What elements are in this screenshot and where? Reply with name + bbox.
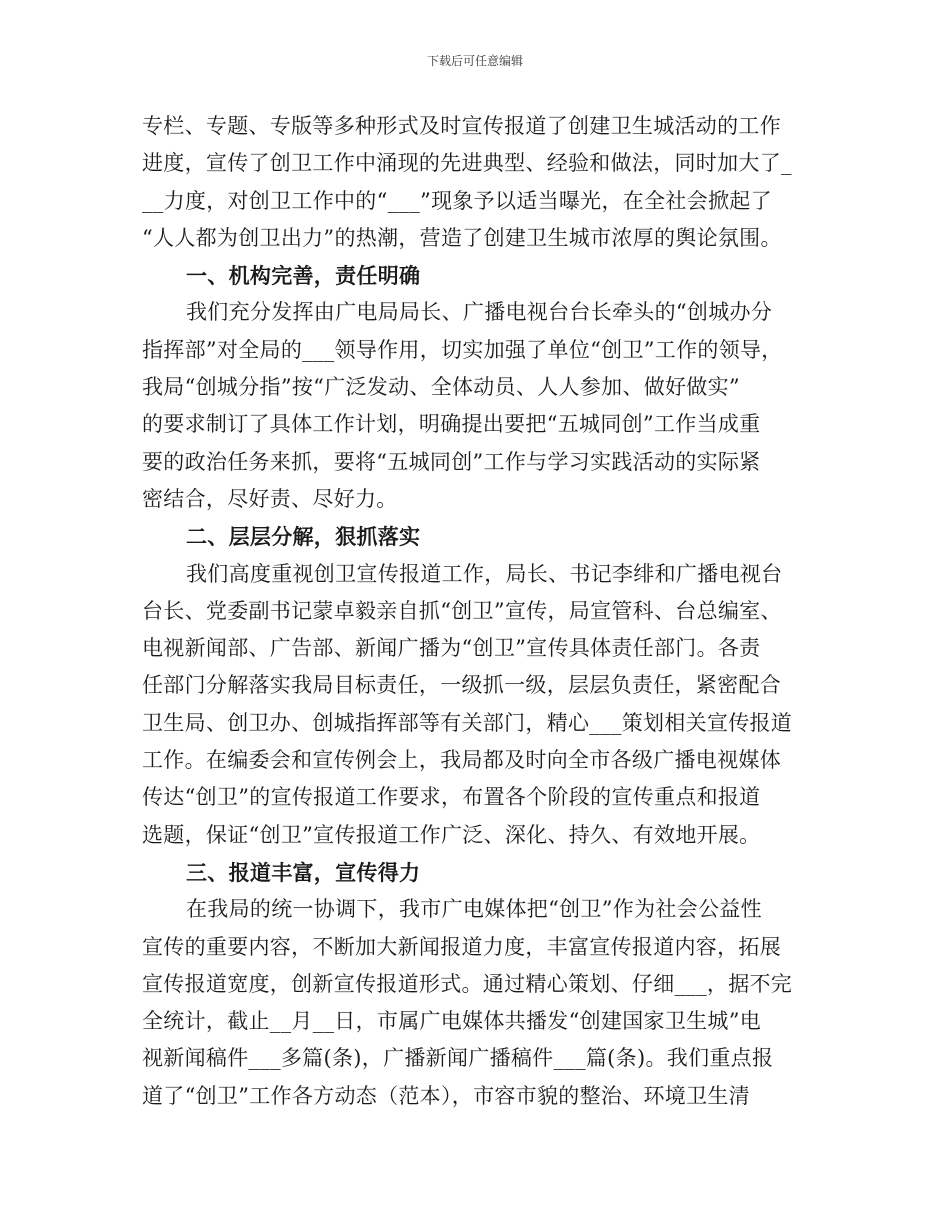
paragraph-line: 要的政治任务来抓，要将“五城同创”工作与学习实践活动的实际紧 [142, 449, 761, 474]
section-heading: 一、机构完善，责任明确 [186, 263, 421, 289]
section-heading: 三、报道丰富，宣传得力 [186, 859, 421, 885]
paragraph-line: 宣传报道宽度，创新宣传报道形式。通过精心策划、仔细___，据不完 [142, 971, 793, 996]
paragraph-line: 视新闻稿件___多篇(条)，广播新闻广播稿件___篇(条)。我们重点报 [142, 1046, 774, 1071]
paragraph-line: 进度，宣传了创卫工作中涌现的先进典型、经验和做法，同时加大了_ [142, 151, 792, 176]
paragraph-line: 我们高度重视创卫宣传报道工作，局长、书记李绯和广播电视台 [186, 561, 783, 586]
paragraph-line: 我们充分发挥由广电局局长、广播电视台台长牵头的“创城办分 [186, 300, 773, 325]
paragraph-line: 道了“创卫”工作各方动态（范本），市容市貌的整治、环境卫生清 [142, 1083, 750, 1108]
paragraph-line: 任部门分解落实我局目标责任，一级抓一级，层层负责任，紧密配合 [142, 673, 781, 698]
paragraph-line: 电视新闻部、广告部、新闻广播为“创卫”宣传具体责任部门。各责 [142, 636, 761, 661]
paragraph-line: __力度，对创卫工作中的“___”现象予以适当曝光，在全社会掀起了 [142, 188, 772, 213]
paragraph-line: 的要求制订了具体工作计划，明确提出要把“五城同创”工作当成重 [142, 412, 761, 437]
paragraph-line: “人人都为创卫出力”的热潮，营造了创建卫生城市浓厚的舆论氛围。 [142, 225, 782, 250]
section-heading: 二、层层分解，狠抓落实 [186, 524, 421, 550]
page-header-note: 下载后可任意编辑 [426, 54, 523, 68]
paragraph-line: 卫生局、创卫办、创城指挥部等有关部门，精心___策划相关宣传报道 [142, 710, 793, 735]
paragraph-line: 工作。在编委会和宣传例会上，我局都及时向全市各级广播电视媒体 [142, 748, 781, 773]
paragraph-line: 专栏、专题、专版等多种形式及时宣传报道了创建卫生城活动的工作 [142, 114, 781, 138]
paragraph-line: 传达“创卫”的宣传报道工作要求，布置各个阶段的宣传重点和报道 [142, 785, 761, 810]
document-body [142, 108, 822, 1115]
paragraph-line: 在我局的统一协调下，我市广电媒体把“创卫”作为社会公益性 [186, 897, 762, 922]
paragraph-line: 指挥部”对全局的___领导作用，切实加强了单位“创卫”工作的领导， [142, 337, 783, 362]
paragraph-line: 宣传的重要内容，不断加大新闻报道力度，丰富宣传报道内容，拓展 [142, 934, 781, 959]
paragraph-line: 我局“创城分指”按“广泛发动、全体动员、人人参加、做好做实” [142, 375, 740, 400]
paragraph-line: 密结合，尽好责、尽好力。 [142, 486, 398, 511]
paragraph-line: 台长、党委副书记蒙卓毅亲自抓“创卫”宣传，局宣管科、台总编室、 [142, 598, 782, 623]
paragraph-line: 全统计，截止__月__日，市属广电媒体共播发“创建国家卫生城”电 [142, 1009, 762, 1034]
paragraph-line: 选题，保证“创卫”宣传报道工作广泛、深化、持久、有效地开展。 [142, 822, 761, 847]
